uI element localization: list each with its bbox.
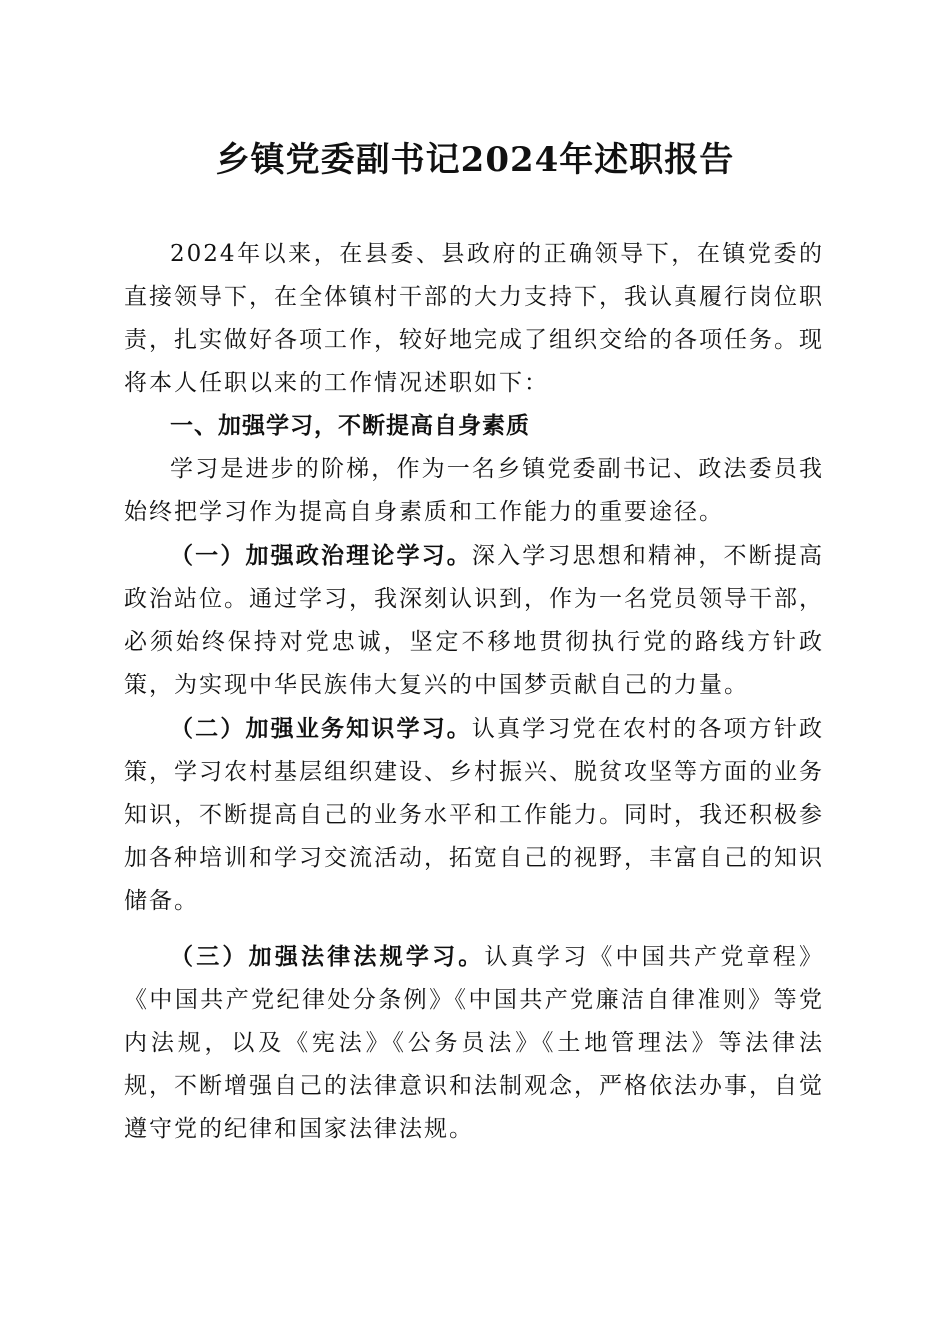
item-subtitle-1: （一）加强政治理论学习。 bbox=[170, 542, 472, 569]
document-body bbox=[124, 233, 824, 1151]
document-title: 乡镇党委副书记2024年述职报告 bbox=[215, 140, 735, 180]
section-heading: 一、加强学习，不断提高自身素质 bbox=[170, 413, 530, 439]
item-paragraph-3 bbox=[124, 935, 824, 1151]
item-paragraph-2 bbox=[124, 707, 824, 923]
item-subtitle-2: （二）加强业务知识学习。 bbox=[170, 715, 472, 742]
section-lead-paragraph: 学习是进步的阶梯，作为一名乡镇党委副书记、政法委员我始终把学习作为提高自身素质和工作能力的重要途径。 bbox=[124, 456, 824, 525]
item-text-3: 认真学习《中国共产党章程》《中国共产党纪律处分条例》《中国共产党廉洁自律准则》等党内法规，以及《宪法》《公务员法》《土地管理法》等法律法规，不断增强自己的法律意识和法制观念，严格依法办事，自觉遵守党的纪律和国家法律法规。 bbox=[124, 944, 825, 1142]
item-paragraph-1 bbox=[124, 534, 824, 707]
item-subtitle-3: （三）加强法律法规学习。 bbox=[170, 943, 485, 970]
paragraph-gap bbox=[124, 923, 824, 935]
intro-paragraph: 2024年以来，在县委、县政府的正确领导下，在镇党委的直接领导下，在全体镇村干部的大力支持下，我认真履行岗位职责，扎实做好各项工作，较好地完成了组织交给的各项任务。现将本人任职以来的工作情况述职如下： bbox=[124, 241, 824, 396]
item-text-1: 深入学习思想和精神，不断提高政治站位。通过学习，我深刻认识到，作为一名党员领导干部，必须始终保持对党忠诚，坚定不移地贯彻执行党的路线方针政策，为实现中华民族伟大复兴的中国梦贡献自己的力量。 bbox=[124, 543, 825, 698]
item-text-2: 认真学习党在农村的各项方针政策，学习农村基层组织建设、乡村振兴、脱贫攻坚等方面的业务知识，不断提高自己的业务水平和工作能力。同时，我还积极参加各种培训和学习交流活动，拓宽自己的视野，丰富自己的知识储备。 bbox=[124, 716, 825, 914]
